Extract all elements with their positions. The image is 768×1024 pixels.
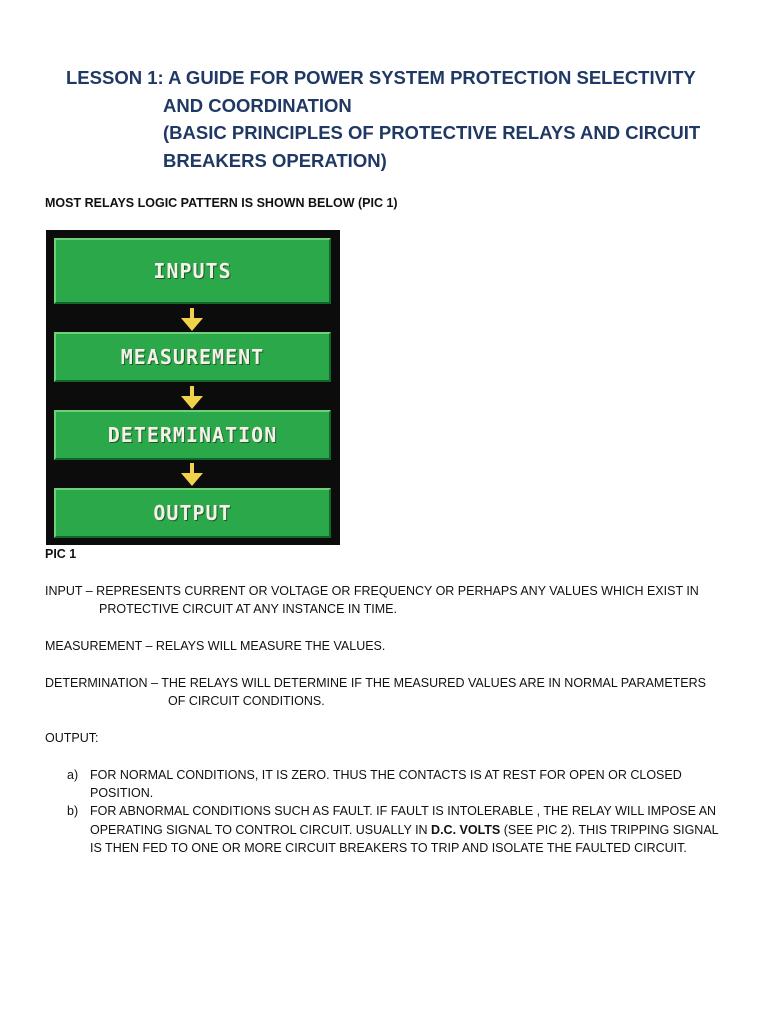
intro-text: MOST RELAYS LOGIC PATTERN IS SHOWN BELOW (PIC 1) xyxy=(45,196,398,210)
input-definition-line-1: INPUT – REPRESENTS CURRENT OR VOLTAGE OR FREQUENCY OR PERHAPS ANY VALUES WHICH EXIST IN xyxy=(45,584,699,598)
box-output: OUTPUT xyxy=(54,488,331,538)
box-determination: DETERMINATION xyxy=(54,410,331,460)
arrow-down-icon xyxy=(177,306,207,334)
figure-caption: PIC 1 xyxy=(45,547,77,561)
measurement-definition: MEASUREMENT – RELAYS WILL MEASURE THE VALUES. xyxy=(45,639,386,653)
list-item-b-line-2-start: OPERATING SIGNAL TO CONTROL CIRCUIT. USUALLY IN xyxy=(90,823,432,837)
box-inputs: INPUTS xyxy=(54,238,331,304)
title-line-1: LESSON 1: A GUIDE FOR POWER SYSTEM PROTECTION SELECTIVITY xyxy=(66,67,696,88)
title-line-2: AND COORDINATION xyxy=(163,94,352,116)
title-line-4: BREAKERS OPERATION) xyxy=(163,149,387,171)
relay-logic-figure xyxy=(46,230,340,545)
list-item-a-line-1: FOR NORMAL CONDITIONS, IT IS ZERO. THUS THE CONTACTS IS AT REST FOR OPEN OR CLOSED xyxy=(90,768,682,782)
list-item-a-line-2: POSITION. xyxy=(90,786,154,800)
title-line-3: (BASIC PRINCIPLES OF PROTECTIVE RELAYS AND CIRCUIT xyxy=(163,122,701,143)
list-item-b-line-2 xyxy=(90,821,719,840)
list-marker-a: a) xyxy=(67,768,79,782)
list-marker-b: b) xyxy=(67,804,79,818)
determination-definition-line-1: DETERMINATION – THE RELAYS WILL DETERMINE IF THE MEASURED VALUES ARE IN NORMAL PARAMETERS xyxy=(45,676,706,690)
dc-volts-emphasis: D.C. VOLTS xyxy=(431,823,501,837)
output-heading: OUTPUT: xyxy=(45,731,99,745)
arrow-down-icon xyxy=(177,461,207,489)
list-item-b-line-1: FOR ABNORMAL CONDITIONS SUCH AS FAULT. IF FAULT IS INTOLERABLE , THE RELAY WILL IMPOSE AN xyxy=(90,804,717,818)
lesson-title xyxy=(66,64,726,174)
arrow-down-icon xyxy=(177,384,207,412)
box-measurement: MEASUREMENT xyxy=(54,332,331,382)
input-definition-line-2: PROTECTIVE CIRCUIT AT ANY INSTANCE IN TIME. xyxy=(99,602,397,616)
determination-definition-line-2: OF CIRCUIT CONDITIONS. xyxy=(168,694,325,708)
list-item-b-line-3: IS THEN FED TO ONE OR MORE CIRCUIT BREAKERS TO TRIP AND ISOLATE THE FAULTED CIRCUIT. xyxy=(90,841,687,855)
list-item-b-line-2-end: (SEE PIC 2). THIS TRIPPING SIGNAL xyxy=(500,823,719,837)
